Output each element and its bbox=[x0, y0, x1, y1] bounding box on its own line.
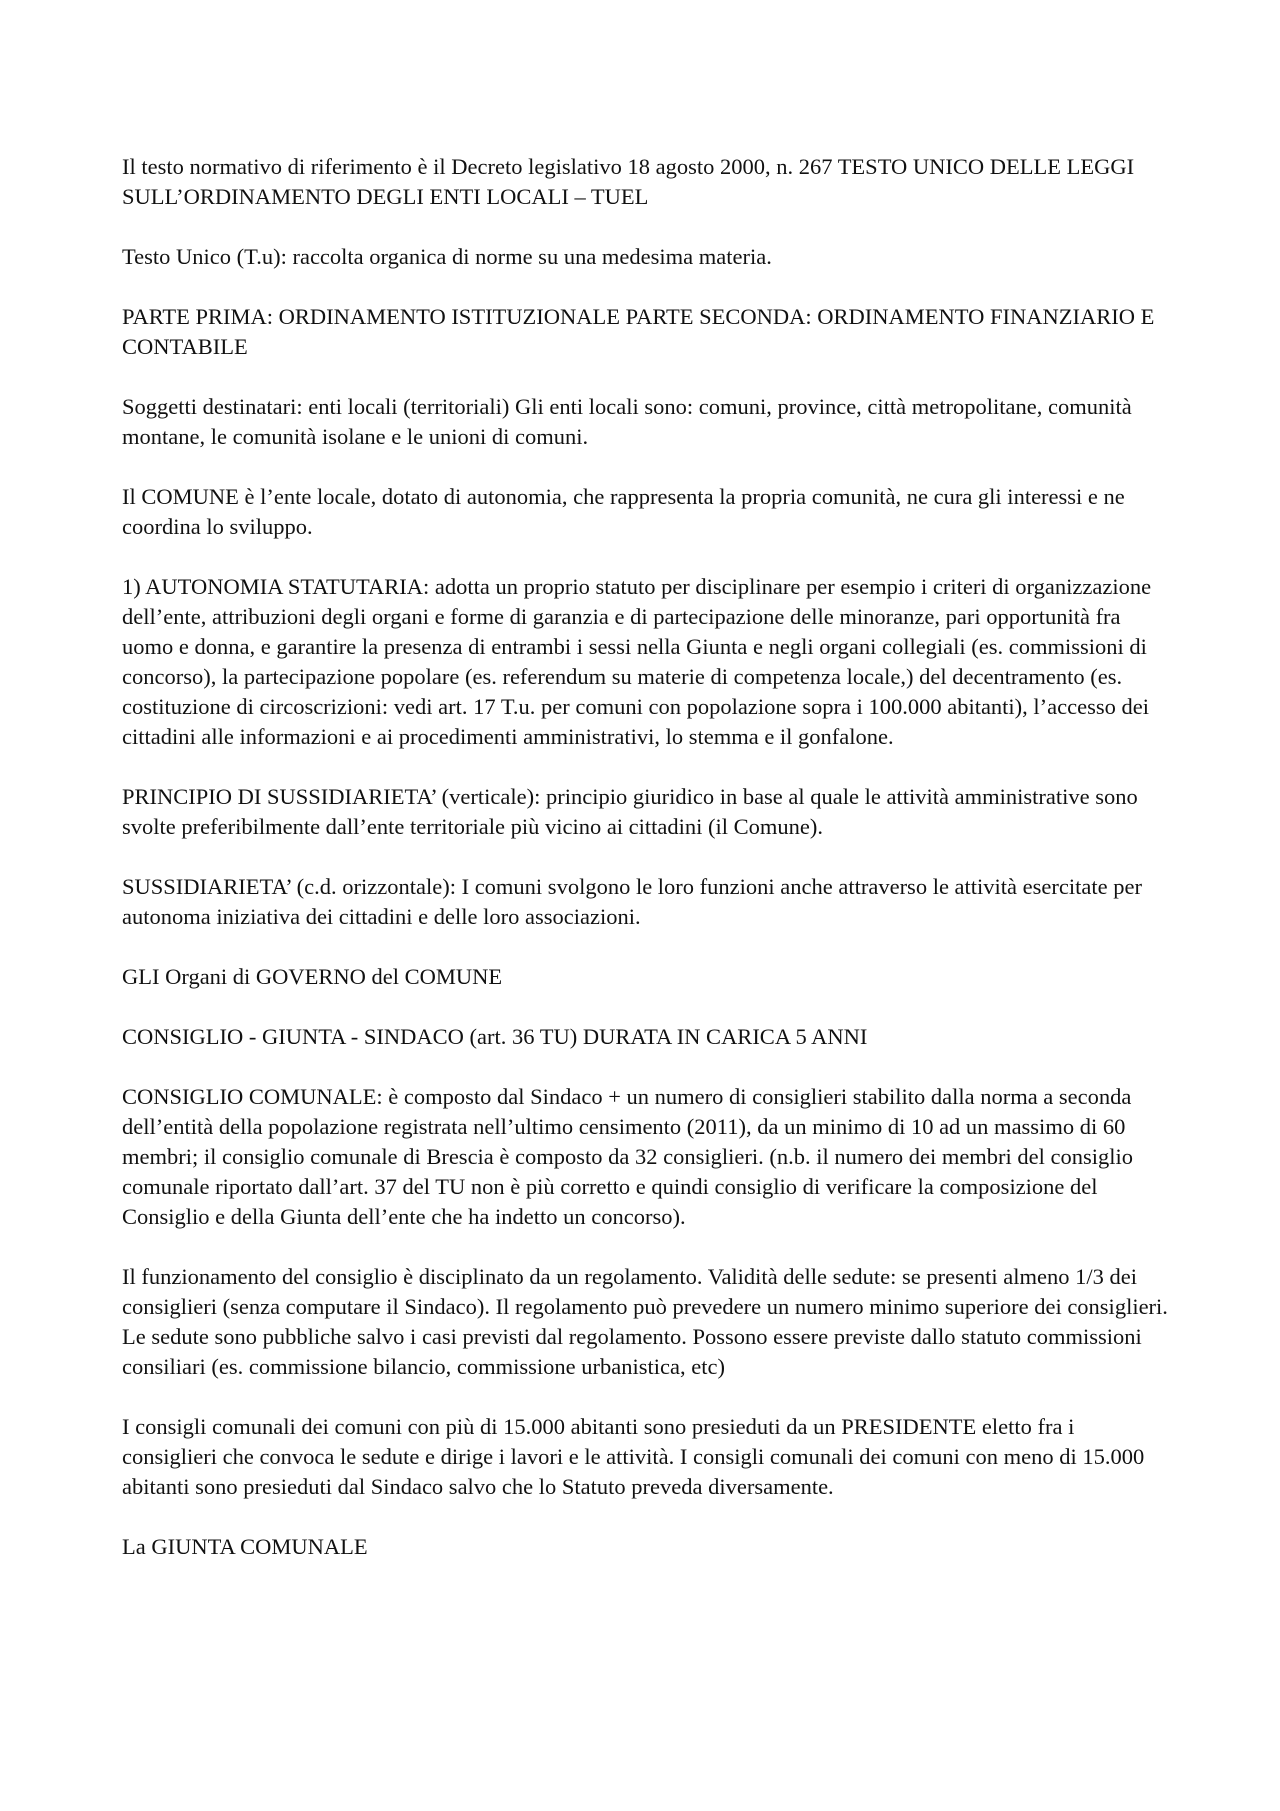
paragraph-funzionamento-consiglio: Il funzionamento del consiglio è disciplinato da un regolamento. Validità delle sedute: se presenti almeno 1/3 dei consiglieri (senza computare il Sindaco). Il regolamento può prevedere un numero minimo superiore dei consiglieri. Le sedute sono pubbliche salvo i casi previsti dal regolamento. Possono essere previste dallo statuto commissioni consiliari (es. commissione bilancio, commissione urbanistica, etc) bbox=[122, 1264, 1168, 1379]
paragraph-riferimento-normativo: Il testo normativo di riferimento è il Decreto legislativo 18 agosto 2000, n. 267 TESTO UNICO DELLE LEGGI SULL’ORDINAMENTO DEGLI ENTI LOCALI – TUEL bbox=[122, 154, 1135, 209]
heading-organi-governo: GLI Organi di GOVERNO del COMUNE bbox=[122, 964, 503, 989]
heading-giunta-comunale: La GIUNTA COMUNALE bbox=[122, 1534, 368, 1559]
paragraph-consiglio-giunta-sindaco: CONSIGLIO - GIUNTA - SINDACO (art. 36 TU) DURATA IN CARICA 5 ANNI bbox=[122, 1024, 868, 1049]
paragraph-soggetti-destinatari: Soggetti destinatari: enti locali (territoriali) Gli enti locali sono: comuni, province, città metropolitane, comunità montane, le comunità isolane e le unioni di comuni. bbox=[122, 394, 1132, 449]
paragraph-sussidiarieta-verticale: PRINCIPIO DI SUSSIDIARIETA’ (verticale): principio giuridico in base al quale le attività amministrative sono svolte preferibilmente dall’ente territoriale più vicino ai cittadini (il Comune). bbox=[122, 784, 1138, 839]
paragraph-parti: PARTE PRIMA: ORDINAMENTO ISTITUZIONALE PARTE SECONDA: ORDINAMENTO FINANZIARIO E CONTABILE bbox=[122, 304, 1155, 359]
paragraph-sussidiarieta-orizzontale: SUSSIDIARIETA’ (c.d. orizzontale): I comuni svolgono le loro funzioni anche attraverso le attività esercitate per autonoma iniziativa dei cittadini e delle loro associazioni. bbox=[122, 874, 1142, 929]
paragraph-comune: Il COMUNE è l’ente locale, dotato di autonomia, che rappresenta la propria comunità, ne cura gli interessi e ne coordina lo sviluppo. bbox=[122, 484, 1125, 539]
paragraph-consiglio-comunale: CONSIGLIO COMUNALE: è composto dal Sindaco + un numero di consiglieri stabilito dalla norma a seconda dell’entità della popolazione registrata nell’ultimo censimento (2011), da un minimo di 10 ad un massimo di 60 membri; il consiglio comunale di Brescia è composto da 32 consiglieri. (n.b. il numero dei membri del consiglio comunale riportato dall’art. 37 del TU non è più corretto e quindi consiglio di verificare la composizione del Consiglio e della Giunta dell’ente che ha indetto un concorso). bbox=[122, 1084, 1134, 1229]
document-body bbox=[122, 152, 1172, 1562]
paragraph-presidente-consiglio: I consigli comunali dei comuni con più di 15.000 abitanti sono presieduti da un PRESIDENTE eletto fra i consiglieri che convoca le sedute e dirige i lavori e le attività. I consigli comunali dei comuni con meno di 15.000 abitanti sono presieduti dal Sindaco salvo che lo Statuto preveda diversamente. bbox=[122, 1414, 1145, 1499]
paragraph-testo-unico: Testo Unico (T.u): raccolta organica di norme su una medesima materia. bbox=[122, 244, 772, 269]
paragraph-autonomia-statutaria: 1) AUTONOMIA STATUTARIA: adotta un proprio statuto per disciplinare per esempio i criteri di organizzazione dell’ente, attribuzioni degli organi e forme di garanzia e di partecipazione delle minoranze, pari opportunità fra uomo e donna, e garantire la presenza di entrambi i sessi nella Giunta e negli organi collegiali (es. commissioni di concorso), la partecipazione popolare (es. referendum su materie di competenza locale,) del decentramento (es. costituzione di circoscrizioni: vedi art. 17 T.u. per comuni con popolazione sopra i 100.000 abitanti), l’accesso dei cittadini alle informazioni e ai procedimenti amministrativi, lo stemma e il gonfalone. bbox=[122, 574, 1152, 749]
